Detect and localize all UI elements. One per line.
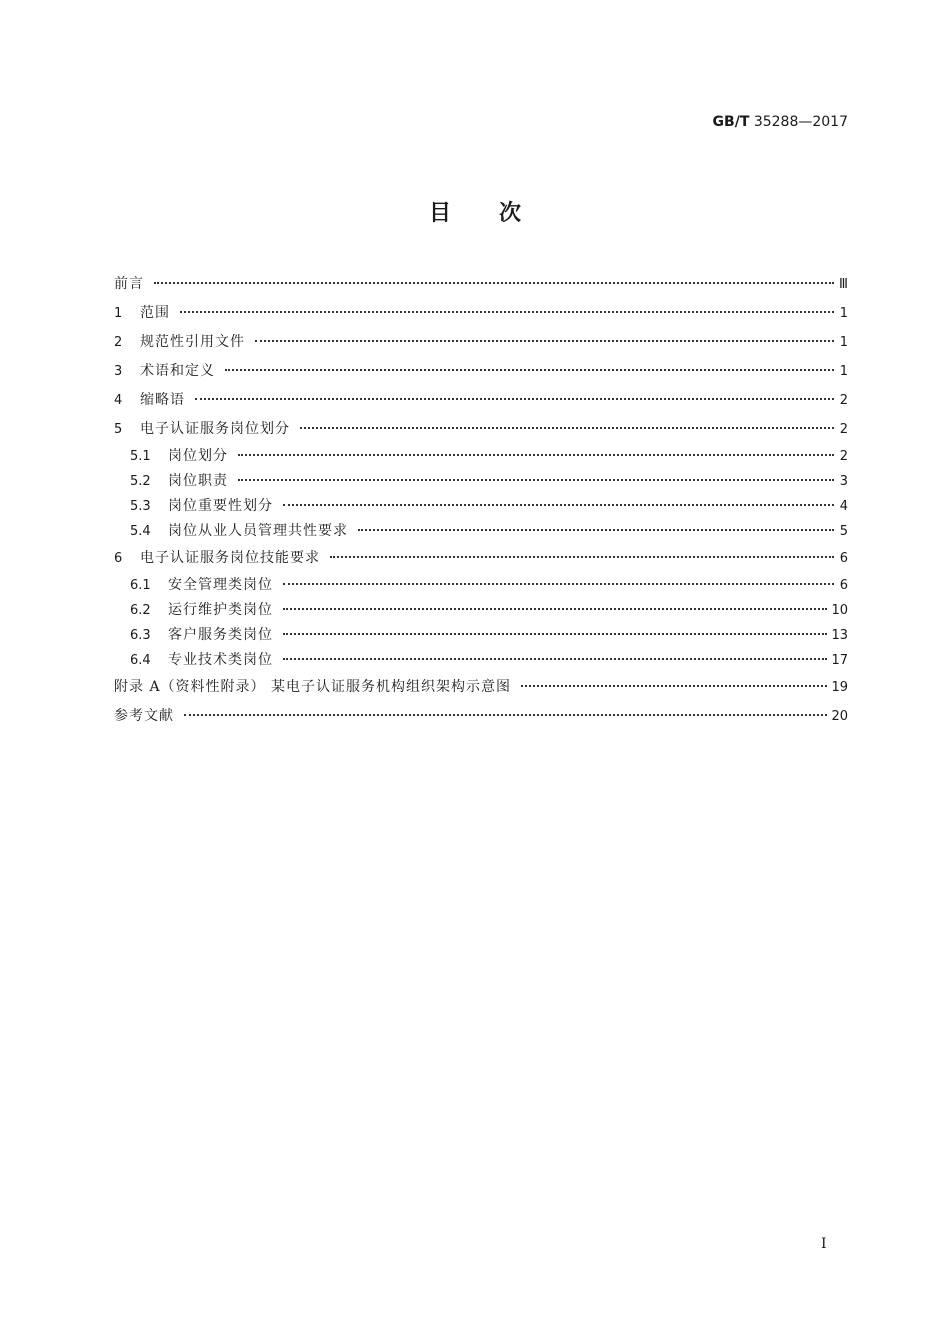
toc-entry[interactable]: [114, 673, 848, 702]
toc-entry-page: 2: [839, 422, 848, 437]
toc-dot-leader: [283, 607, 827, 610]
toc-entry-label: 规范性引用文件: [140, 334, 245, 350]
toc-entry[interactable]: [114, 386, 848, 415]
toc-entry-page: 10: [831, 603, 848, 618]
toc-dot-leader: [521, 684, 827, 687]
toc-entry-page: 4: [839, 499, 848, 514]
toc-dot-leader: [238, 478, 834, 481]
toc-entry-page: 2: [839, 449, 848, 464]
toc-entry[interactable]: [114, 299, 848, 328]
toc-dot-leader: [300, 426, 834, 429]
toc-entry[interactable]: [114, 270, 848, 299]
toc-entry[interactable]: [114, 357, 848, 386]
toc-entry-page: 6: [839, 578, 848, 593]
toc-entry-label: 客户服务类岗位: [168, 627, 273, 643]
toc-entry[interactable]: [114, 328, 848, 357]
toc-entry-number: 6.3: [130, 628, 151, 643]
toc-entry-page: 3: [839, 474, 848, 489]
standard-number: 35288—2017: [753, 114, 848, 130]
toc-entry-label: 电子认证服务岗位划分: [140, 421, 290, 437]
toc-entry-number: 2: [114, 335, 123, 350]
toc-entry-number: 6.2: [130, 603, 151, 618]
page-number: I: [821, 1236, 827, 1252]
toc-entry[interactable]: [114, 494, 848, 519]
toc-entry-number: 6: [114, 551, 123, 566]
toc-entry-label: 岗位职责: [168, 473, 228, 489]
toc-entry[interactable]: [114, 415, 848, 444]
toc-dot-leader: [238, 453, 834, 456]
toc-entry[interactable]: [114, 519, 848, 544]
toc-dot-leader: [180, 310, 834, 313]
toc-entry[interactable]: [114, 444, 848, 469]
toc-entry[interactable]: [114, 648, 848, 673]
toc-entry-number: 4: [114, 393, 123, 408]
toc-entry-label: 前言: [114, 276, 144, 292]
toc-entry-number: 5: [114, 422, 123, 437]
toc-entry-number: 5.4: [130, 524, 151, 539]
toc-entry-page: 19: [831, 680, 848, 695]
toc-entry-number: 1: [114, 306, 123, 321]
toc-entry-label: 术语和定义: [140, 363, 215, 379]
toc-dot-leader: [283, 632, 827, 635]
toc-entry-label: 参考文献: [114, 708, 174, 724]
toc-entry-label: 安全管理类岗位: [168, 577, 273, 593]
page-title: 目次: [428, 201, 569, 226]
toc-entry-label: 附录 A（资料性附录） 某电子认证服务机构组织架构示意图: [114, 679, 512, 695]
toc-entry[interactable]: [114, 598, 848, 623]
toc-entry[interactable]: [114, 702, 848, 731]
toc-entry[interactable]: [114, 623, 848, 648]
toc-entry-page: 1: [839, 364, 848, 379]
toc-dot-leader: [283, 582, 834, 585]
toc-entry-page: 17: [831, 653, 848, 668]
toc-entry-label: 岗位重要性划分: [168, 498, 273, 514]
toc-dot-leader: [330, 555, 834, 558]
toc-dot-leader: [154, 281, 834, 284]
table-of-contents: [114, 270, 848, 731]
standard-prefix: GB/T: [712, 114, 750, 130]
toc-entry[interactable]: [114, 544, 848, 573]
toc-entry-number: 5.3: [130, 499, 151, 514]
toc-entry[interactable]: [114, 469, 848, 494]
toc-dot-leader: [255, 339, 834, 342]
toc-entry-label: 岗位划分: [168, 448, 228, 464]
toc-entry-label: 缩略语: [140, 392, 185, 408]
toc-entry-label: 电子认证服务岗位技能要求: [140, 550, 320, 566]
toc-entry-number: 3: [114, 364, 123, 379]
toc-entry-number: 5.2: [130, 474, 151, 489]
toc-entry-page: 20: [831, 709, 848, 724]
toc-entry-label: 岗位从业人员管理共性要求: [168, 523, 348, 539]
toc-entry-page: 1: [839, 306, 848, 321]
toc-entry-page: Ⅲ: [839, 277, 848, 292]
toc-entry-number: 5.1: [130, 449, 151, 464]
toc-dot-leader: [225, 368, 834, 371]
standard-code: [713, 114, 848, 130]
toc-entry-label: 运行维护类岗位: [168, 602, 273, 618]
toc-entry[interactable]: [114, 573, 848, 598]
toc-entry-page: 13: [831, 628, 848, 643]
toc-entry-page: 5: [839, 524, 848, 539]
toc-dot-leader: [283, 503, 834, 506]
toc-entry-page: 6: [839, 551, 848, 566]
toc-dot-leader: [184, 713, 827, 716]
toc-entry-page: 1: [839, 335, 848, 350]
toc-dot-leader: [195, 397, 834, 400]
toc-entry-number: 6.4: [130, 653, 151, 668]
toc-dot-leader: [358, 528, 834, 531]
toc-entry-page: 2: [839, 393, 848, 408]
toc-entry-label: 专业技术类岗位: [168, 652, 273, 668]
toc-entry-label: 范围: [140, 305, 170, 321]
toc-entry-number: 6.1: [130, 578, 151, 593]
toc-dot-leader: [283, 657, 827, 660]
